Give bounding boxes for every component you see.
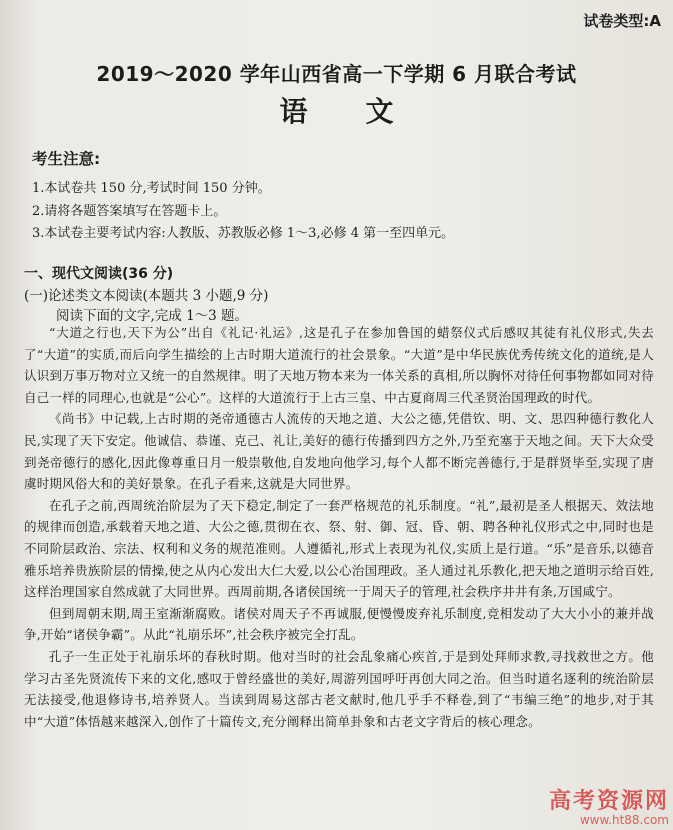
subsection-heading: (一)论述类文本阅读(本题共 3 小题,9 分) xyxy=(24,288,269,304)
note-item: 3.本试卷主要考试内容:人教版、苏教版必修 1～3,必修 4 第一至四单元。 xyxy=(32,226,455,241)
passage-paragraph: 《尚书》中记载,上古时期的尧帝通德古人流传的天地之道、大公之德,凭借钦、明、文、思四种德行教化人民,实现了天下安定。他诚信、恭谨、克己、礼让,美好的德行传播到四方之外,乃至充塞于天地之间。天下大众受到尧帝德行的感化,因此像尊重日月一般崇敬他,自发地向他学习,每个人都不断完善德行,于是群贤毕至,实现了唐虞时期风俗大和的美好景象。在孔子看来,这就是大同世界。 xyxy=(24,411,654,492)
notes-heading: 考生注意: xyxy=(32,150,101,168)
exam-title: 2019～2020 学年山西省高一下学期 6 月联合考试 xyxy=(96,62,577,86)
passage-paragraph: “大道之行也,天下为公”出自《礼记·礼运》,这是孔子在参加鲁国的蜡祭仪式后感叹其徒有礼仪形式,失去了“大道”的实质,而后向学生描绘的上古时期大道流行的社会景象。“大道”是中华民族优秀传统文化的道统,是人认识到万事万物对立又统一的自然规律。明了天地万物本来为一体关系的真相,所以胸怀对待任何事物都如同对待自己一样的同理心,也就是“公心”。这样的大道流行于上古三皇、中古夏商周三代圣贤治国理政的时代。 xyxy=(24,325,654,405)
passage-paragraph: 但到周朝末期,周王室渐渐腐败。诸侯对周天子不再诚服,便慢慢废弃礼乐制度,竞相发动了大大小小的兼并战争,开始“诸侯争霸”。从此“礼崩乐坏”,社会秩序被完全打乱。 xyxy=(24,605,654,643)
note-item: 2.请将各题答案填写在答题卡上。 xyxy=(32,203,227,219)
passage-paragraph: 在孔子之前,西周统治阶层为了天下稳定,制定了一套严格规范的礼乐制度。“礼”,最初是圣人根据天、效法地的规律而创造,承载着天地之道、大公之德,贯彻在衣、祭、射、御、冠、昏、朝、聘各种礼仪形式之中,同时也是不同阶层政治、宗法、权利和义务的规范准则。人遵循礼,形式上表现为礼仪,实质上是行道。“乐”是音乐,以德音雅乐培养贵族阶层的情操,使之从内心发出大仁大爱,以公心治国理政。圣人通过礼乐教化,把天地之道明示给百姓,这样治理国家自然成就了大同世界。西周前期,各诸侯国统一于周天子的管理,社会秩序井井有条,万国咸宁。 xyxy=(24,497,654,600)
candidate-notes xyxy=(32,147,454,246)
paper-type-label: 试卷类型:A xyxy=(583,12,661,30)
section-heading: 一、现代文阅读(36 分) xyxy=(24,266,174,282)
watermark-url: www.ht88.com xyxy=(579,813,669,827)
reading-instruction: 阅读下面的文字,完成 1～3 题。 xyxy=(56,308,249,324)
note-item: 1.本试卷共 150 分,考试时间 150 分钟。 xyxy=(32,181,271,196)
site-watermark xyxy=(549,791,669,826)
reading-passage xyxy=(24,322,654,732)
subject-title: 语文 xyxy=(279,95,452,128)
passage-paragraph: 孔子一生正处于礼崩乐坏的春秋时期。他对当时的社会乱象痛心疾首,于是到处拜师求教,寻找救世之方。他学习古圣先贤流传下来的文化,感叹于曾经盛世的美好,周游列国呼吁再创大同之治。但当时道名逐利的统治阶层无法接受,他退修诗书,培养贤人。当读到周易这部古老文献时,他几乎手不释卷,到了“韦编三绝”的地步,对于其中“大道”体悟越来越深入,创作了十篇传文,充分阐释出简单卦象和古老文字背后的核心理念。 xyxy=(24,648,654,729)
watermark-logo: 高考资源网 xyxy=(548,789,669,814)
